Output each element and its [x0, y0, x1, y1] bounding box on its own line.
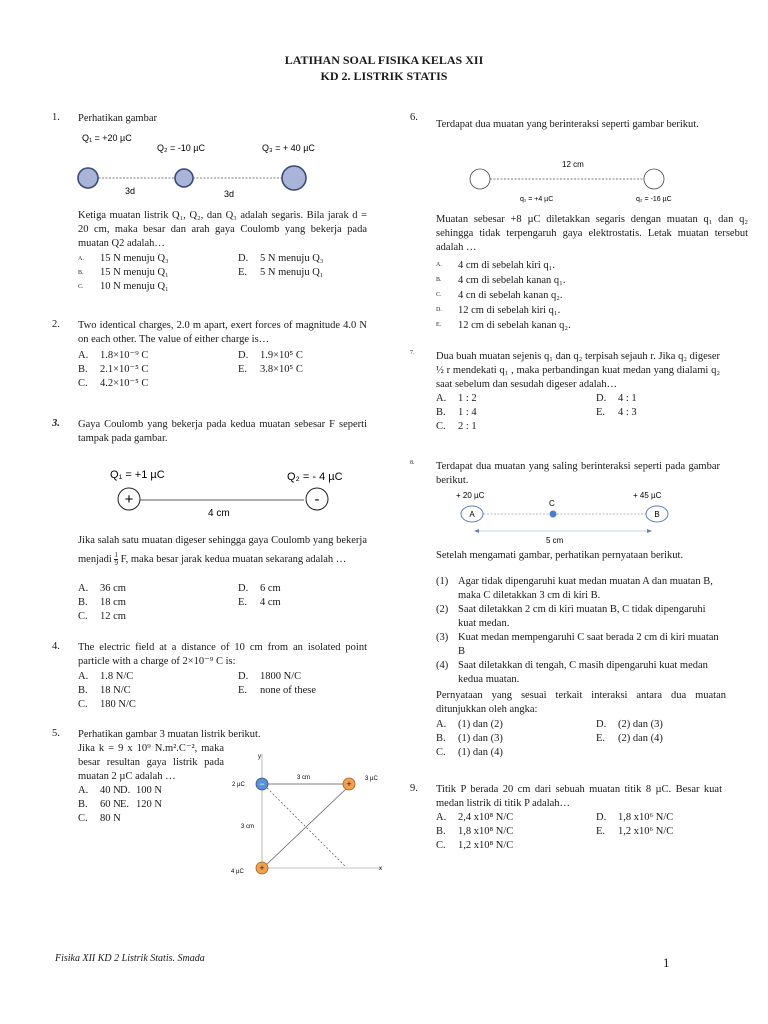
option-b[interactable]: B. 2.1×10⁻⁵ C	[78, 364, 149, 375]
option-c[interactable]: C. 1,2 x10⁸ N/C	[436, 840, 514, 851]
question-prompt: Perhatikan gambar	[78, 113, 158, 124]
q1-options	[78, 252, 378, 294]
question-9	[410, 783, 720, 853]
q8-figure	[440, 488, 720, 548]
question-8	[410, 460, 726, 758]
question-number: 4.	[52, 641, 60, 652]
q5-plus-sign-1: +	[346, 779, 352, 789]
option-e[interactable]: E. 1,2 x10⁶ N/C	[596, 826, 674, 837]
title-line-1: LATIHAN SOAL FISIKA KELAS XII	[284, 53, 484, 67]
question-line-1: Perhatikan gambar 3 muatan listrik berikut.	[78, 729, 261, 740]
question-2	[52, 319, 367, 391]
question-number: 1.	[52, 112, 60, 123]
q6-charge-2	[644, 169, 664, 189]
statement-4: (4) Saat diletakkan di tengah, C masih dipengaruhi kuat medan kedua muatan.	[436, 660, 708, 685]
q3-minus-sign: -	[314, 491, 320, 508]
option-d[interactable]: D. (2) dan (3)	[596, 719, 663, 730]
option-d[interactable]: D. 6 cm	[238, 583, 281, 594]
q5-label-3uc: 3 µC	[365, 776, 378, 782]
q6-figure	[460, 157, 720, 207]
question-4	[52, 641, 367, 712]
option-e[interactable]: E. 5 N menuju Q₁	[238, 267, 324, 278]
question-text-3: Pernyataan yang sesuai terkait interaksi antara dua muatan ditunjukkan oleh angka:	[436, 690, 726, 715]
option-a[interactable]: A. 1 : 2	[436, 393, 477, 404]
option-b[interactable]: B. 18 N/C	[78, 685, 131, 696]
question-text: Jika k = 9 x 10⁹ N.m².C⁻², maka besar resultan gaya listrik pada muatan 2 µC adalah …	[78, 743, 224, 782]
option-c[interactable]: C. (1) dan (4)	[436, 747, 503, 758]
option-e[interactable]: E. 4 cm	[238, 597, 281, 608]
option-a[interactable]: A. (1) dan (2)	[436, 719, 503, 730]
question-text: Two identical charges, 2.0 m apart, exert forces of magnitude 4.0 N on each other. The value of either charge is…	[78, 320, 367, 345]
q1-charge-3	[282, 166, 306, 190]
question-number: 9.	[410, 783, 418, 794]
option-d[interactable]: D. 1,8 x10⁶ N/C	[596, 812, 674, 823]
option-a[interactable]: A. 4 cm di sebelah kiri q₁.	[436, 260, 555, 271]
q5-y-label: y	[258, 754, 261, 760]
option-b[interactable]: B. 18 cm	[78, 597, 126, 608]
question-text: Titik P berada 20 cm dari sebuah muatan titik 8 µC. Besar kuat medan listrik di titik P adalah…	[436, 784, 722, 809]
option-d[interactable]: D. 5 N menuju Q₃	[238, 253, 324, 264]
q8-arrow-left	[474, 529, 479, 533]
q8-point-c	[550, 511, 557, 518]
question-number: 3.	[52, 418, 60, 429]
question-7	[410, 350, 720, 434]
q8-label-point-c: C	[549, 499, 555, 508]
option-c[interactable]: C. 80 N	[78, 813, 121, 824]
q2-options	[78, 349, 367, 391]
question-number: 7.	[410, 350, 415, 356]
question-number: 8.	[410, 460, 415, 466]
question-3	[52, 418, 367, 622]
option-a[interactable]: A. 40 N	[78, 785, 121, 796]
q3-label-charge-1: Q₁ = +1 µC	[110, 469, 165, 481]
option-d[interactable]: D. 4 : 1	[596, 393, 637, 404]
q8-charge-a-text: A	[469, 510, 475, 519]
q8-charge-b-text: B	[654, 510, 660, 519]
question-text-2: Setelah mengamati gambar, perhatikan pernyataan berikut.	[436, 550, 684, 561]
q5-plus-sign-2: +	[259, 863, 265, 873]
option-c[interactable]: C. 2 : 1	[436, 421, 477, 432]
q5-connect-line	[265, 788, 347, 866]
q6-options	[436, 258, 571, 333]
q1-charge-2	[175, 169, 193, 187]
option-c[interactable]: C. 4 cn di sebelah kanan q₂.	[436, 290, 563, 301]
option-a[interactable]: A. 1.8×10⁻⁹ C	[78, 350, 149, 361]
q8-arrow-right	[647, 529, 652, 533]
question-number: 6.	[410, 112, 418, 123]
q3-options	[78, 582, 378, 624]
q1-label-charge-3: Q₃ = + 40 µC	[262, 143, 315, 153]
q6-label-charge-2: q₂ = -16 µC	[636, 196, 672, 203]
option-b[interactable]: B. 1 : 4	[436, 407, 477, 418]
q5-figure	[227, 748, 397, 878]
question-number: 2.	[52, 319, 60, 330]
question-text: Gaya Coulomb yang bekerja pada kedua muatan sebesar F seperti tampak pada gambar.	[78, 419, 367, 444]
option-d[interactable]: D. 12 cm di sebelah kiri q₁.	[436, 305, 561, 316]
option-b[interactable]: B. 4 cm di sebelah kanan q₁.	[436, 275, 566, 286]
q5-label-2uc: 2 µC	[232, 782, 245, 788]
q5-label-4uc: 4 µC	[231, 869, 244, 875]
document-title	[0, 52, 768, 84]
option-b[interactable]: B. 60 N	[78, 799, 121, 810]
q8-options	[436, 718, 736, 760]
q7-options	[436, 392, 720, 434]
option-e[interactable]: E. 3.8×10⁵ C	[238, 364, 303, 375]
question-6	[410, 112, 748, 331]
statement-2: (2) Saat diletakkan 2 cm di kiri muatan B, C tidak dipengaruhi kuat medan.	[436, 604, 706, 629]
q8-label-charge-a: + 20 µC	[456, 491, 485, 500]
option-a[interactable]: A. 36 cm	[78, 583, 126, 594]
title-line-2: KD 2. LISTRIK STATIS	[320, 69, 448, 83]
option-b[interactable]: B. 1,8 x10⁸ N/C	[436, 826, 514, 837]
option-e[interactable]: E. 4 : 3	[596, 407, 637, 418]
q5-minus-sign: −	[259, 779, 265, 789]
statement-3: (3) Kuat medan mempengaruhi C saat berada 2 cm di kiri muatan B	[436, 632, 719, 657]
option-b[interactable]: B. 15 N menuju Q₁	[78, 267, 169, 278]
question-number: 5.	[52, 728, 60, 739]
q3-figure	[82, 466, 362, 521]
question-text-2: Muatan sebesar +8 µC diletakkan segaris dengan muatan q₁ dan q₂ sehingga tidak terpengaruh gaya elektrostatis. Letak muatan tersebut adalah …	[436, 214, 748, 253]
q5-label-side-distance: 3 cm	[241, 824, 255, 830]
option-e[interactable]: E. 12 cm di sebelah kanan q₂.	[436, 320, 571, 331]
option-c[interactable]: C. 4.2×10⁻⁵ C	[78, 378, 149, 389]
option-b[interactable]: B. (1) dan (3)	[436, 733, 503, 744]
q5-x-label: x	[379, 866, 382, 872]
q3-distance-label: 4 cm	[208, 508, 230, 519]
q6-distance-label: 12 cm	[562, 160, 584, 169]
q5-label-top-distance: 3 cm	[297, 775, 311, 781]
q9-options	[436, 811, 720, 853]
footer-text: Fisika XII KD 2 Listrik Statis. Smada	[55, 953, 205, 964]
q1-charge-1	[78, 168, 98, 188]
option-e[interactable]: E. none of these	[238, 685, 316, 696]
q8-distance-label: 5 cm	[546, 536, 564, 545]
option-d[interactable]: D. 1.9×10⁵ C	[238, 350, 303, 361]
q1-figure	[74, 130, 374, 220]
question-text: Dua buah muatan sejenis q₁ dan q₂ terpisah sejauh r. Jika q₂ digeser ½ r mendekati q₁ , maka perbandingan kuat medan yang dialami q₂ saat sebelum dan sesudah digeser adalah…	[436, 351, 720, 390]
q6-label-charge-1: q₁ = +4 µC	[520, 196, 554, 203]
q3-plus-sign: +	[124, 491, 134, 508]
question-1	[52, 112, 367, 292]
statement-1: (1) Agar tidak dipengaruhi kuat medan muatan A dan muatan B, maka C diletakkan 3 cm di kiri B.	[436, 576, 713, 601]
question-text: Terdapat dua muatan yang saling berinteraksi seperti pada gambar berikut.	[436, 461, 720, 486]
option-a[interactable]: A. 2,4 x10⁸ N/C	[436, 812, 514, 823]
option-d[interactable]: D. 100 N	[120, 785, 162, 796]
q1-distance-1: 3d	[125, 186, 136, 196]
option-c[interactable]: C. 10 N menuju Q₁	[78, 281, 169, 292]
question-5	[52, 728, 382, 875]
q4-options	[78, 670, 367, 712]
option-c[interactable]: C. 180 N/C	[78, 699, 136, 710]
q1-label-charge-1: Q₁ = +20 µC	[82, 133, 132, 143]
question-text-2: Jika salah satu muatan digeser sehingga gaya Coulomb yang bekerja menjadi $\frac{1}{9}$ F, maka besar jarak kedua muatan sekarang adalah …	[78, 535, 367, 568]
option-c[interactable]: C. 12 cm	[78, 611, 126, 622]
question-text: Ketiga muatan listrik Q₁, Q₂, dan Q₃ adalah segaris. Bila jarak d = 20 cm, maka besar dan arah gaya Coulomb yang bekerja pada muatan Q2 adalah…	[78, 210, 367, 249]
option-d[interactable]: D. 1800 N/C	[238, 671, 302, 682]
q8-label-charge-b: + 45 µC	[633, 491, 662, 500]
page-number: 1	[663, 955, 670, 970]
option-e[interactable]: E. 120 N	[120, 799, 162, 810]
q3-label-charge-2: Q₂ = - 4 µC	[287, 471, 343, 483]
option-e[interactable]: E. (2) dan (4)	[596, 733, 663, 744]
q1-label-charge-2: Q₂ = -10 µC	[157, 143, 205, 153]
q6-charge-1	[470, 169, 490, 189]
q1-distance-2: 3d	[224, 189, 235, 199]
fraction-one-ninth: $\frac{1}{9}$	[114, 551, 118, 568]
q8-statements	[410, 575, 722, 687]
question-text: Terdapat dua muatan yang berinteraksi seperti gambar berikut.	[436, 119, 699, 130]
question-text: The electric field at a distance of 10 cm from an isolated point particle with a charge of 2×10⁻⁹ C is:	[78, 642, 367, 667]
option-a[interactable]: A. 1.8 N/C	[78, 671, 134, 682]
option-a[interactable]: A. 15 N menuju Q₃	[78, 253, 169, 264]
